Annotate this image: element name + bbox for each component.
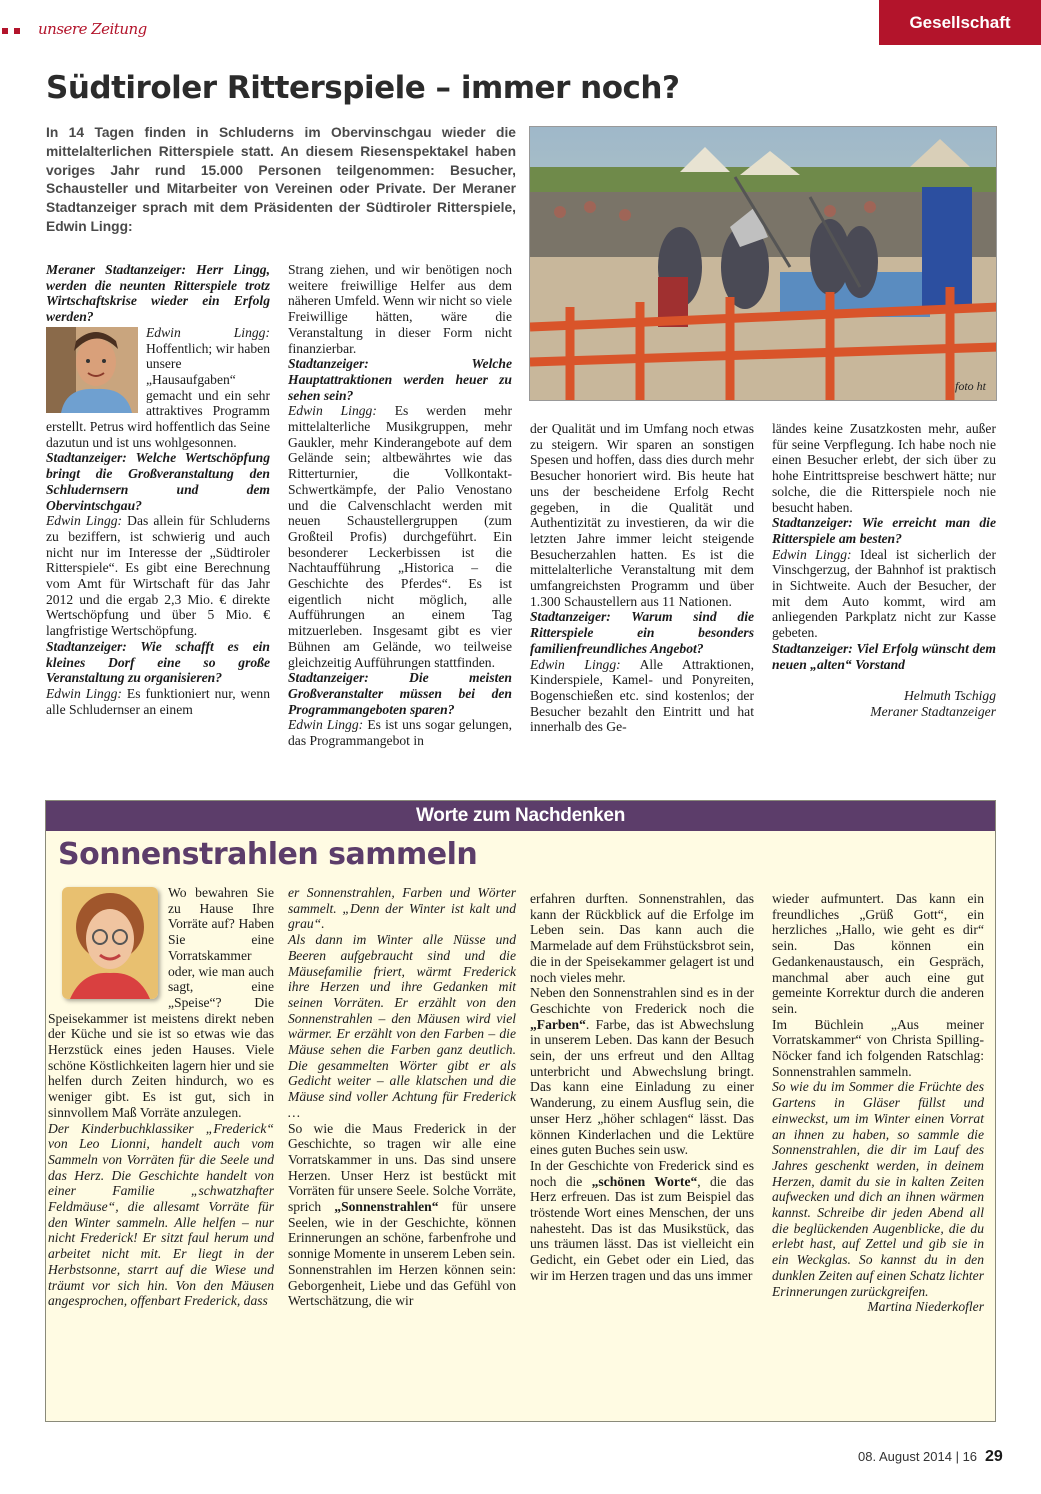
- bold-term: „Sonnenstrahlen“: [334, 1199, 439, 1215]
- question: Meraner Stadtanzeiger: Herr Lingg, werden die neunten Ritterspiele trotz Wirtschaftskrise wieder ein Erfolg werden?: [46, 262, 270, 325]
- question: Stadtanzeiger: Wie schafft es ein kleines Dorf eine so große Veranstaltung zu organisieren?: [46, 638, 270, 686]
- answer: Es werden mehr mittelalterliche Musikgruppen, mehr Gaukler, mehr Kinderangebote auf dem Gelände sein; altbewährtes wie das Ritterturnier, die Vollkontakt-Schwertkämpfe, der Palio Venostano und die Calvenschlacht werden mit neuen Schaustellergruppen (zum Großteil Profis) durchgeführt. Ein besonderer Leckerbissen ist die Nachtaufführung „Historica – die Geschichte des Pferdes“. Es ist eigentlich nicht möglich, alle Aufführungen an einem Tag mitzuerleben. Insgesamt gibt es vier Bühnen am Gelände, wo teilweise gleichzeitig Aufführungen stattfinden.: [288, 403, 512, 670]
- logo-dots: [2, 28, 22, 34]
- box-column-1: [48, 885, 274, 1309]
- italic-paragraph: Als dann im Winter alle Nüsse und Beeren aufgebraucht sind und die Mäusefamilie friert, wärmt Frederick ihre Herzen und ihre Gedanken mit seinen Vorräten. Er erzählt von den Sonnenstrahlen – den Mäusen wird viel wärmer. Er erzählt von den Farben – die Mäuse sehen die Farben ganz deutlich. Die gesammelten Wörter gibt er als Gedicht weiter – alle klatschen und die Mäuse sind voller Achtung für Frederick …: [288, 932, 516, 1120]
- knights-illustration: [530, 127, 997, 401]
- paragraph: . Farbe, das ist Abwechslung in unserem Leben. Das kann der Besuch sein, der uns erfreut und den Alltag unterbricht und Abwechslung bringt. Das kann eine Einladung zu einer Wanderung, zu einem Ausflug sein, die unser Herz „höher schlagen“ lässt. Das können Kinderlachen und die Lektüre eines guten Buches sein usw.: [530, 1016, 754, 1158]
- publication-logo: unsere Zeitung: [38, 20, 147, 38]
- italic-paragraph: So wie du im Sommer die Früchte des Gartens in Gläser füllst und einweckst, um im Winter einen Vorrat an ihnen zu haben, so sammle die Sonnenstrahlen, die dir im Lauf des Jahres geschenkt werden, in deinem Herzen, damit du sie in kalten Zeiten aufwecken und dich an ihnen wärmen kannst. Schreibe dir jeden Abend all die beglückenden Augenblicke, die du erlebt hast, auf Zettel und gib sie in ein Weckglas. So kannst du in den dunklen Zeiten auf einen Schatz lichter Erinnerungen zurückgreifen.: [772, 1079, 984, 1299]
- answer: Ideal ist sicherlich der Vinschgerzug, der Bahnhof ist praktisch in Sichtweite. Auch der Besucher, der mit dem Auto kommt, wird am anliegenden Parkplatz nicht zur Kasse gebeten.: [772, 546, 996, 641]
- box-column-3: [530, 891, 754, 1284]
- answer: Alle Attraktionen, Kinderspiele, Kamel- und Ponyreiten, Bogenschießen etc. sind kostenlos; der Besucher bezahlt den Eintritt und hat innerhalb des Ge-: [530, 656, 754, 735]
- issue-date: 08. August 2014 | 16: [858, 1449, 978, 1464]
- answer: Es funktioniert nur, wenn alle Schludernser an einem: [46, 685, 270, 717]
- italic-paragraph: er Sonnenstrahlen, Farben und Wörter sammelt. „Denn der Winter ist kalt und grau“.: [288, 885, 516, 932]
- paragraph: für unsere Seelen, wie in der Geschichte, können Erinnerungen an schöne, farbenfrohe und sonnige Momente in unserem Leben sein.: [288, 1199, 516, 1262]
- answer: Es ist uns sogar gelungen, das Programmangebot in: [288, 717, 512, 749]
- answer-speaker: Edwin Lingg:: [288, 403, 377, 419]
- article-lead: In 14 Tagen finden in Schluderns im Obervinschgau wieder die mittelalterlichen Ritterspiele statt. An diesem Riesenspektakel haben voriges Jahr rund 15.000 Personen teilgenommen: Besucher, Schausteller und Mitarbeiter von Vereinen oder Private. Der Meraner Stadtanzeiger sprach mit dem Präsidenten der Südtiroler Ritterspiele, Edwin Lingg:: [46, 125, 516, 234]
- answer: Hoffentlich; wir haben unsere „Hausaufgaben“ gemacht und ein sehr attraktives Programm erstellt. Petrus wird hoffentlich das Seine dazutun und ist uns wohlgesonnen.: [46, 340, 270, 450]
- italic-paragraph: Der Kinderbuchklassiker „Frederick“ von Leo Lionni, handelt auch vom Sammeln von Vorräten für die Seele und das Herz. Die Geschichte handelt von einer Familie „schwatzhafter Feldmäuse“, die allesamt Vorräte für den Winter sammeln. Alle helfen – nur nicht Frederick! Er sitzt faul herum und arbeitet nicht mit. Er liegt in der Herbstsonne, starrt auf die Wiese und träumt vor sich hin. Von den Mäusen angesprochen, offenbart Frederick, dass: [48, 1120, 274, 1309]
- bold-term: „Farben“: [530, 1016, 586, 1032]
- answer-speaker: Edwin Lingg:: [772, 546, 852, 562]
- article-column-4: [772, 421, 996, 720]
- page-footer: [858, 1448, 1003, 1466]
- paragraph: , die das Herz erfreuen. Das ist zum Beispiel das tröstende Wort eines Menschen, der uns nahesteht. Das ist das Musikstück, das uns träumen lässt. Das ist vielleicht ein Gedicht, ein Gebet oder ein Lied, das wir im Herzen tragen und das uns immer: [530, 1173, 754, 1283]
- article-column-2: [288, 262, 512, 749]
- martina-niederkofler-portrait: [62, 887, 158, 999]
- box-band: Worte zum Nachdenken: [46, 801, 995, 831]
- photo-credit: foto ht: [954, 379, 986, 393]
- bold-term: „schönen Worte“: [591, 1173, 698, 1189]
- paragraph: ländes keine Zusatzkosten mehr, außer für seine Verpflegung. Ich habe noch nie einen Besucher erlebt, der sich über zu hohe Eintrittspreise beschwert hätte; nur solche, die die Ritterspiele noch nie besucht haben.: [772, 421, 996, 515]
- publication: Meraner Stadtanzeiger: [870, 703, 996, 719]
- paragraph: Im Büchlein „Aus meiner Vorratskammer“ von Christa Spilling-Nöcker fand ich folgenden Ratschlag: Sonnenstrahlen sammeln.: [772, 1016, 984, 1079]
- answer-speaker: Edwin Lingg:: [288, 717, 364, 733]
- paragraph: In der Geschichte von Frederick sind es noch die: [530, 1157, 754, 1189]
- answer: Das allein für Schluderns zu beziffern, ist schwierig und auch nicht nur im Interesse der „Südtiroler Ritterspiele“. Es gibt eine Berechnung vom Amt für Wirtschaft für das Jahr 2012 und die ergab 2,3 Mio. € direkte Wertschöpfung und über 5 Mio. € langfristige Wertschöpfung.: [46, 513, 270, 639]
- paragraph: Wo bewahren Sie zu Hause Ihre Vorräte auf? Haben Sie eine Vorratskammer oder, wie man auch sagt, eine „Speise“? Die Speisekammer ist meistens direkt neben der Küche und sie ist so etwas wie das Herzstück eines jeden Hauses. Viele schöne Köstlichkeiten lagern hier und sie helfen durch Zeiten hindurch, wo es weniger gibt. Es ist gut, sich in sinnvollem Maß Vorräte anzulegen.: [48, 885, 274, 1120]
- answer-speaker: Edwin Lingg:: [146, 324, 270, 340]
- knights-photo: [529, 126, 997, 401]
- paragraph: Neben den Sonnenstrahlen sind es in der Geschichte von Frederick noch die: [530, 985, 754, 1016]
- paragraph: So wie die Maus Frederick in der Geschichte, so tragen wir alle eine Vorratskammer in uns. Das sind unsere Herzen. Unser Herz ist bestückt mit Vorräten für unsere Seele. Solche Vorräte, sprich: [288, 1120, 516, 1215]
- reflection-box: [45, 800, 996, 1422]
- article-column-3: [530, 421, 754, 735]
- answer-speaker: Edwin Lingg:: [530, 656, 621, 672]
- section-tab: Gesellschaft: [879, 0, 1041, 45]
- answer-speaker: Edwin Lingg:: [46, 513, 123, 529]
- paragraph: Sonnenstrahlen im Herzen können sein: Geborgenheit, Liebe und das Gefühl von Wertschätzung, die wir: [288, 1261, 516, 1309]
- question: Stadtanzeiger: Wie erreicht man die Ritterspiele am besten?: [772, 515, 996, 546]
- box-title: Sonnenstrahlen sammeln: [58, 837, 478, 872]
- edwin-lingg-portrait: [46, 327, 138, 413]
- author: Helmuth Tschigg: [903, 688, 996, 704]
- article-column-1: [46, 262, 270, 717]
- paragraph: wieder aufmuntert. Das kann ein freundliches „Grüß Gott“, ein herzliches „Hallo, wie geht es dir“ sein. Das können ein Gedankenaustausch, ein Gespräch, manchmal aber auch eine gut gemeinte Korrektur durch die anderen sein.: [772, 891, 984, 1016]
- paragraph: der Qualität und im Umfang noch etwas zu steigern. Wir sparen an sonstigen Spesen und hoffen, dass dies durch mehr Besucher honoriert wird. Bis heute hat uns der bescheidene Erfolg Recht gegeben, in die Qualität und Authentizität zu investieren, da wir die letzten Jahre immer leicht steigende Besucherzahlen hatten. Es ist die mittelalterliche Veranstaltung mit dem umfangreichsten Programm und über 1.300 Schaustellern aus 11 Nationen.: [530, 421, 754, 609]
- question: Stadtanzeiger: Warum sind die Ritterspiele ein besonders familienfreundliches Angebot?: [530, 609, 754, 656]
- question: Stadtanzeiger: Die meisten Großveranstalter müssen bei den Programmangeboten sparen?: [288, 670, 512, 717]
- box-column-2: [288, 885, 516, 1309]
- question: Stadtanzeiger: Welche Wertschöpfung bringt die Großveranstaltung den Schludernsern und dem Obervintschgau?: [46, 450, 270, 513]
- paragraph: erfahren durften. Sonnenstrahlen, das kann der Rückblick auf die Erfolge im Leben sein. Das kann auch die Marmelade auf dem Frühstücksbrot sein, die in der Speisekammer gelagert ist und noch vieles mehr.: [530, 891, 754, 985]
- page-number: 29: [985, 1448, 1003, 1465]
- question: Stadtanzeiger: Viel Erfolg wünscht dem neuen „alten“ Vorstand: [772, 640, 996, 672]
- box-column-4: [772, 891, 984, 1315]
- answer-speaker: Edwin Lingg:: [46, 685, 122, 701]
- question: Stadtanzeiger: Welche Hauptattraktionen werden heuer zu sehen sein?: [288, 356, 512, 403]
- paragraph: Strang ziehen, und wir benötigen noch weitere freiwillige Helfer aus dem näheren Umfeld. Wenn wir nicht so viele Freiwillige hätten, wäre die Veranstaltung in dieser Form nicht finanzierbar.: [288, 262, 512, 356]
- author: Martina Niederkofler: [867, 1299, 984, 1315]
- article-title: Südtiroler Ritterspiele – immer noch?: [46, 70, 680, 106]
